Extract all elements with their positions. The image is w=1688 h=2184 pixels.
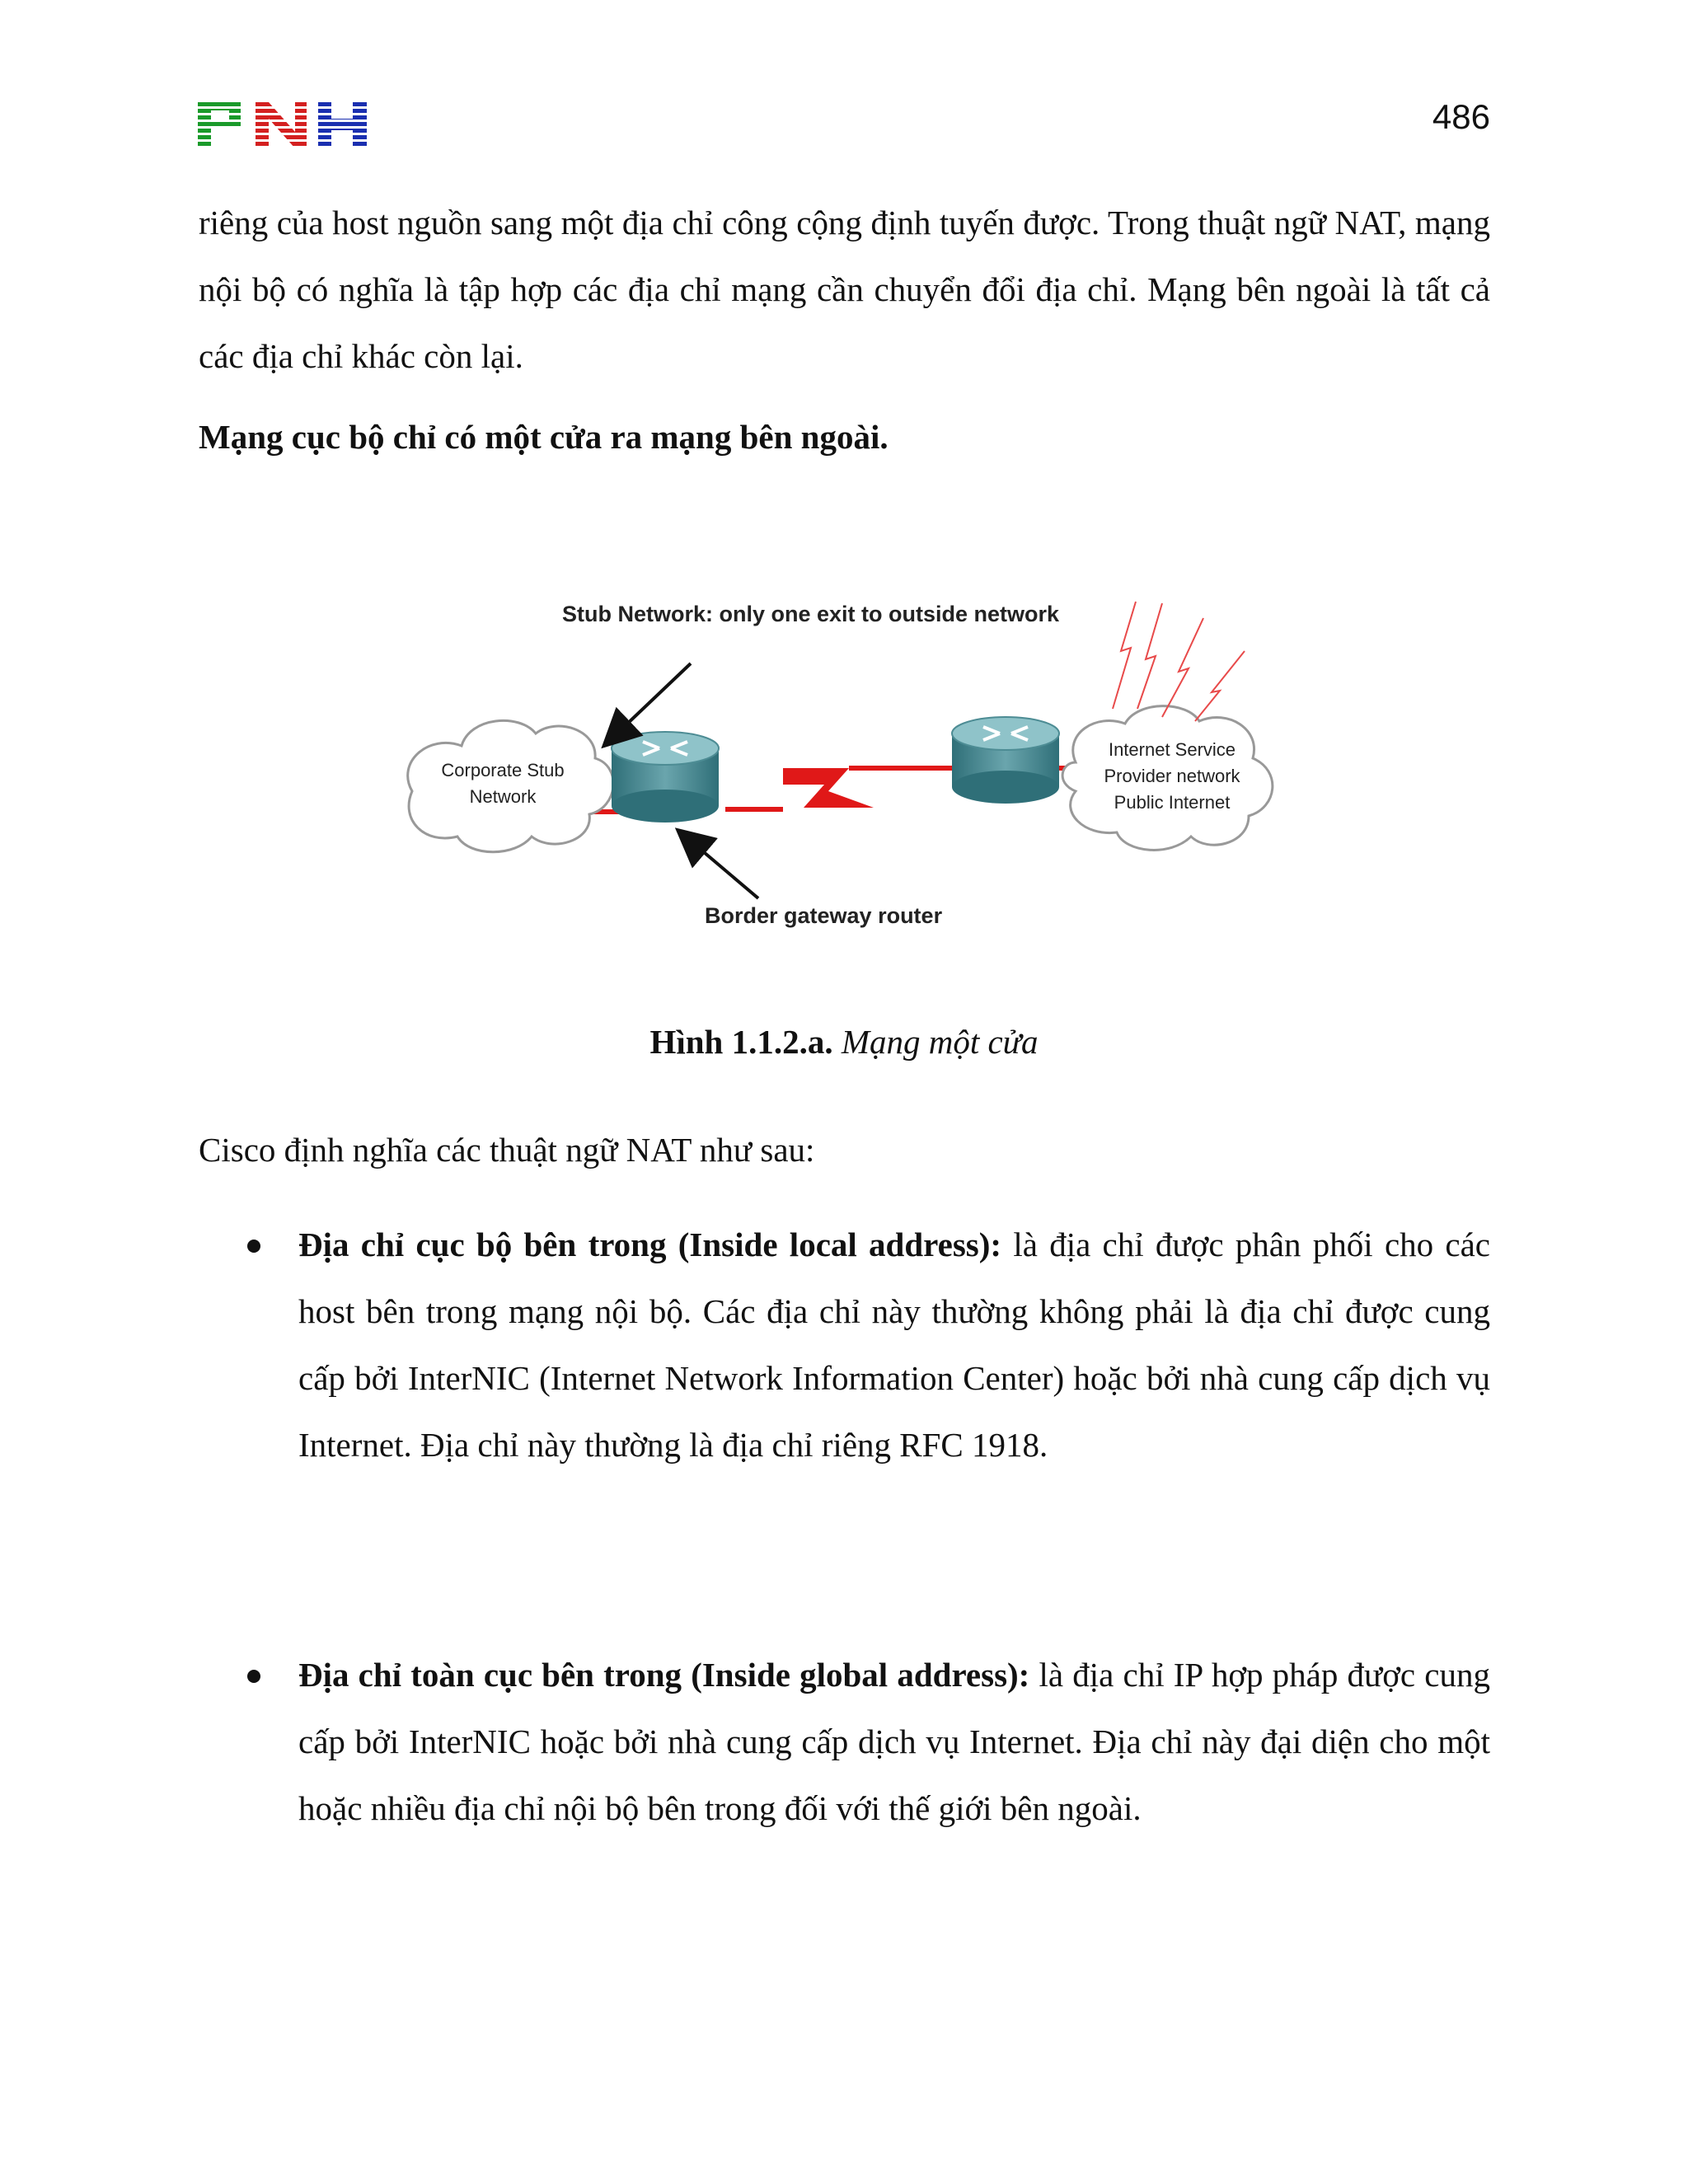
lightning-icon [1113,602,1245,721]
bullet-icon [247,1670,260,1683]
corporate-network-cloud [408,720,614,851]
bullet-text: là địa chỉ được phân phối cho các host bên trong mạng nội bộ. Các địa chỉ này thường không phải là địa chỉ được cung cấp bởi InterNIC (Internet Network Information Center) hoặc bởi nhà cung cấp dịch vụ Internet. Địa chỉ này thường là địa chỉ riêng RFC 1918. [298,1226,1491,1464]
internet-cloud [1062,706,1273,851]
section-heading: Mạng cục bộ chỉ có một cửa ra mạng bên ngoài. [199,418,889,456]
bullet-icon [247,1240,260,1253]
stub-network-diagram [379,585,1302,940]
bullet-text: là địa chỉ IP hợp pháp được cung cấp bởi InterNIC hoặc bởi nhà cung cấp dịch vụ Internet. Địa chỉ này đại diện cho một hoặc nhiều địa chỉ nội bộ bên trong đối với thế giới bên ngoài. [298,1656,1490,1827]
bullet-term: Địa chỉ toàn cục bên trong (Inside global address): [298,1656,1030,1694]
body-paragraph-2: Cisco định nghĩa các thuật ngữ NAT như sau: [199,1131,815,1169]
page-number: 486 [1432,97,1490,136]
caption-number: Hình 1.1.2.a. [649,1023,833,1061]
border-gateway-router-icon [612,732,719,823]
bottom-pointer-arrow [682,834,758,898]
caption-title: Mạng một cửa [841,1023,1039,1061]
diagram-bottom-label: Border gateway router [705,903,943,928]
pnh-logo [198,102,367,148]
serial-link-zigzag [783,768,874,808]
body-paragraph: riêng của host nguồn sang một địa chỉ công cộng định tuyến được. Trong thuật ngữ NAT, mạng nội bộ có nghĩa là tập hợp các địa chỉ mạng cần chuyển đổi địa chỉ. Mạng bên ngoài là tất cả các địa chỉ khác còn lại. [199,204,1490,375]
right-cloud-label-3: Public Internet [1114,792,1231,813]
left-cloud-label-2: Network [469,786,537,807]
diagram-top-label: Stub Network: only one exit to outside network [562,602,1060,626]
top-pointer-arrow [608,663,691,742]
bullet-list-item [247,1642,1490,1842]
bullet-term: Địa chỉ cục bộ bên trong (Inside local address): [298,1226,1002,1263]
right-cloud-label-2: Provider network [1104,766,1240,786]
figure-caption [0,1022,1688,1062]
isp-router-icon [952,717,1059,804]
right-cloud-label-1: Internet Service [1108,739,1236,760]
left-cloud-label-1: Corporate Stub [441,760,565,780]
bullet-list-item [247,1212,1490,1479]
